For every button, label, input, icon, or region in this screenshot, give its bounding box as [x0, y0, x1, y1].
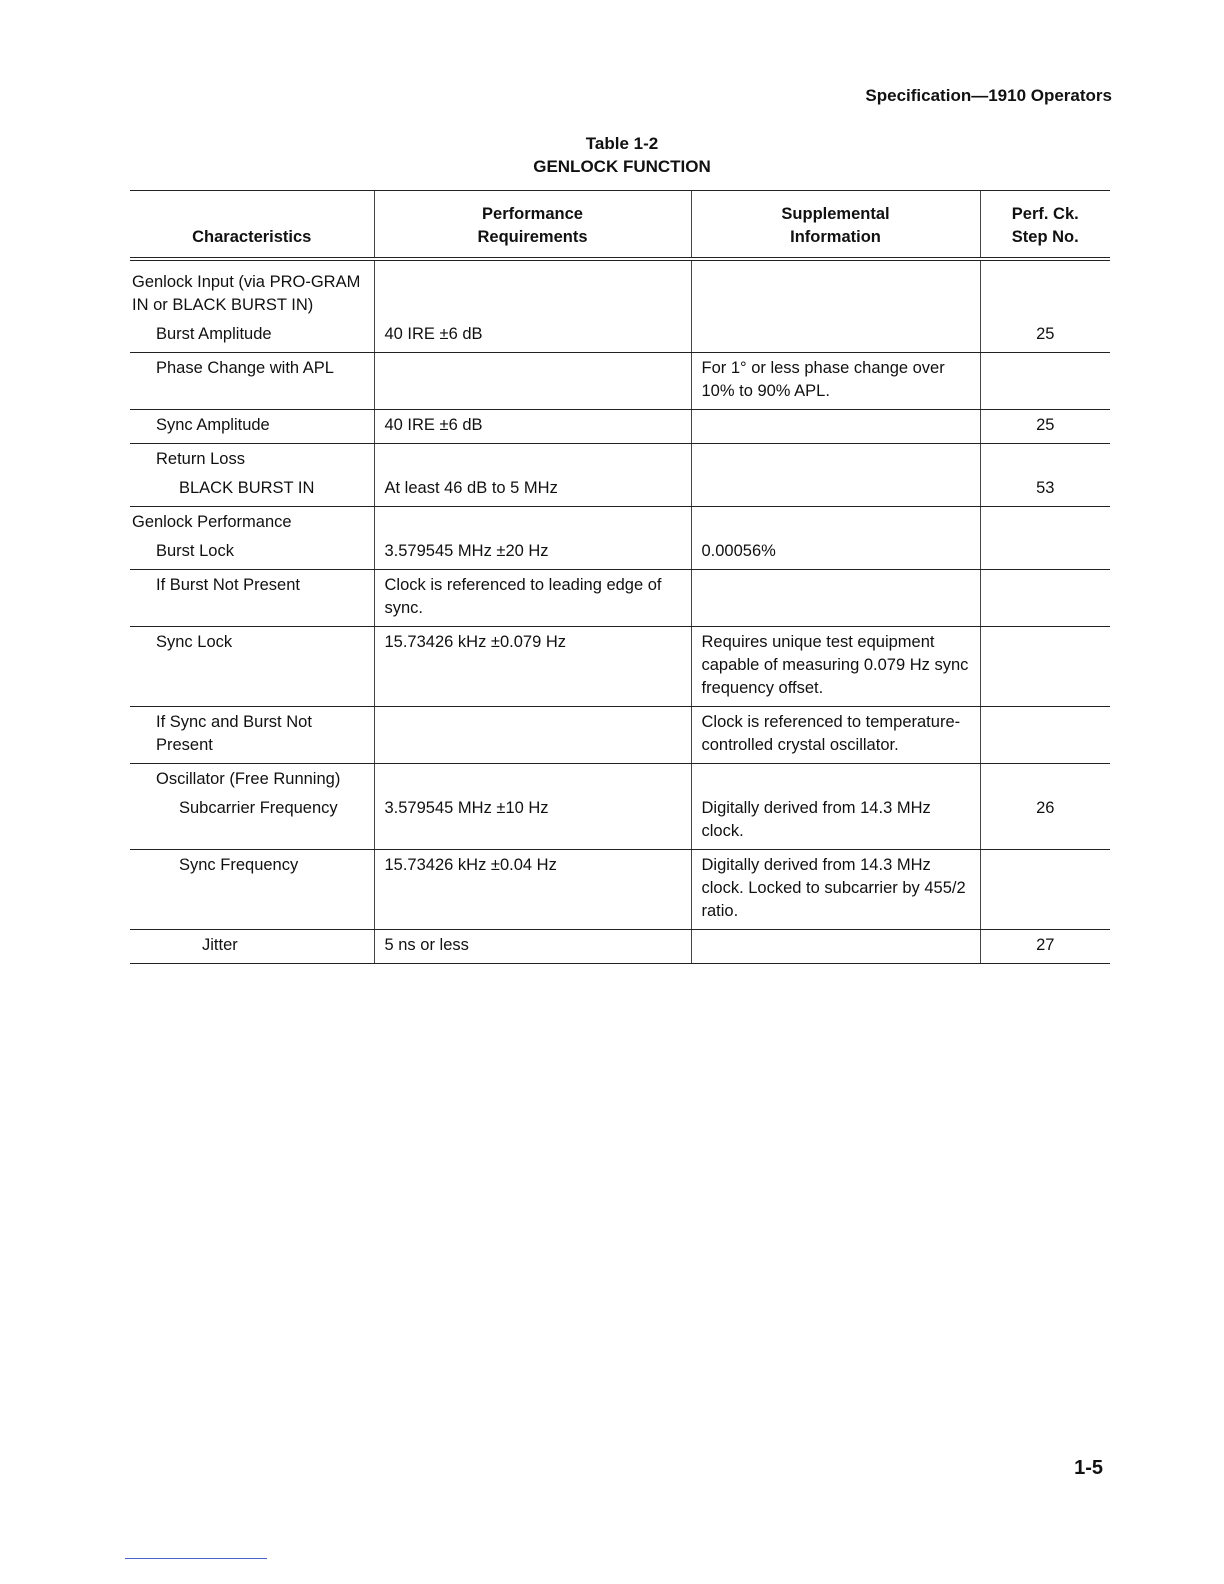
table-row: [130, 850, 1110, 930]
table-row: [130, 259, 1110, 319]
supplemental-cell: [691, 319, 980, 353]
step-cell: 53: [980, 473, 1110, 507]
table-row: [130, 473, 1110, 507]
table-row: [130, 319, 1110, 353]
supplemental-cell: Digitally derived from 14.3 MHz clock.: [691, 793, 980, 850]
characteristic-cell: Burst Amplitude: [130, 319, 374, 353]
characteristic-cell: If Burst Not Present: [130, 570, 374, 627]
characteristic-cell: Phase Change with APL: [130, 353, 374, 410]
supplemental-cell: Clock is referenced to temperature-controlled crystal oscillator.: [691, 707, 980, 764]
performance-cell: Clock is referenced to leading edge of sync.: [374, 570, 691, 627]
characteristic-cell: If Sync and Burst Not Present: [130, 707, 374, 764]
performance-cell: 15.73426 kHz ±0.079 Hz: [374, 627, 691, 707]
characteristic-cell: Genlock Input (via PRO-GRAM IN or BLACK BURST IN): [132, 273, 361, 314]
table-row: [130, 444, 1110, 474]
characteristic-cell: BLACK BURST IN: [130, 473, 374, 507]
supplemental-cell: [691, 507, 980, 537]
table-row: [130, 930, 1110, 964]
header-performance-requirements: Performance Requirements: [374, 191, 691, 260]
supplemental-cell: For 1° or less phase change over 10% to 90% APL.: [691, 353, 980, 410]
table-row: [130, 410, 1110, 444]
performance-cell: At least 46 dB to 5 MHz: [374, 473, 691, 507]
step-cell: [980, 707, 1110, 764]
performance-cell: [374, 259, 691, 319]
supplemental-cell: [691, 764, 980, 794]
table-row: [130, 536, 1110, 570]
performance-cell: 40 IRE ±6 dB: [374, 319, 691, 353]
characteristic-cell: Burst Lock: [130, 536, 374, 570]
step-cell: [980, 570, 1110, 627]
supplemental-cell: [691, 570, 980, 627]
table-row: [130, 764, 1110, 794]
table-row: [130, 570, 1110, 627]
performance-cell: [374, 707, 691, 764]
step-cell: [980, 507, 1110, 537]
step-cell: [980, 764, 1110, 794]
supplemental-cell: Requires unique test equipment capable of measuring 0.079 Hz sync frequency offset.: [691, 627, 980, 707]
characteristic-cell: Sync Lock: [130, 627, 374, 707]
table-row: [130, 707, 1110, 764]
step-cell: [980, 444, 1110, 474]
performance-cell: [374, 764, 691, 794]
characteristic-cell: Sync Amplitude: [130, 410, 374, 444]
step-cell: [980, 850, 1110, 930]
performance-cell: 5 ns or less: [374, 930, 691, 964]
table-caption: [0, 132, 1224, 178]
table-number: Table 1-2: [585, 134, 659, 153]
performance-cell: 40 IRE ±6 dB: [374, 410, 691, 444]
performance-cell: 15.73426 kHz ±0.04 Hz: [374, 850, 691, 930]
supplemental-cell: [691, 410, 980, 444]
step-cell: [980, 259, 1110, 319]
step-cell: 27: [980, 930, 1110, 964]
step-cell: 25: [980, 410, 1110, 444]
supplemental-cell: [691, 473, 980, 507]
characteristic-cell: Subcarrier Frequency: [130, 793, 374, 850]
supplemental-cell: [691, 930, 980, 964]
performance-cell: 3.579545 MHz ±10 Hz: [374, 793, 691, 850]
table-row: [130, 793, 1110, 850]
characteristic-cell: Genlock Performance: [132, 513, 292, 531]
table-title: GENLOCK FUNCTION: [533, 157, 711, 176]
characteristic-cell: Oscillator (Free Running): [156, 770, 341, 788]
characteristic-cell: Return Loss: [156, 450, 245, 468]
step-cell: 26: [980, 793, 1110, 850]
performance-cell: [374, 444, 691, 474]
running-head: Specification—1910 Operators: [865, 86, 1112, 105]
step-cell: [980, 536, 1110, 570]
characteristic-cell: Sync Frequency: [130, 850, 374, 930]
performance-cell: 3.579545 MHz ±20 Hz: [374, 536, 691, 570]
header-supplemental-information: Supplemental Information: [691, 191, 980, 260]
page-number: 1-5: [1074, 1457, 1103, 1479]
performance-cell: [374, 507, 691, 537]
table-header-row: [130, 191, 1110, 260]
genlock-spec-table: [130, 190, 1110, 964]
supplemental-cell: Digitally derived from 14.3 MHz clock. Locked to subcarrier by 455/2 ratio.: [691, 850, 980, 930]
header-perf-check-step: Perf. Ck. Step No.: [980, 191, 1110, 260]
table-row: [130, 627, 1110, 707]
step-cell: 25: [980, 319, 1110, 353]
performance-cell: [374, 353, 691, 410]
table-row: [130, 507, 1110, 537]
supplemental-cell: 0.00056%: [691, 536, 980, 570]
footer-rule: [125, 1558, 267, 1559]
step-cell: [980, 627, 1110, 707]
header-characteristics: Characteristics: [130, 191, 374, 260]
characteristic-cell: Jitter: [130, 930, 374, 964]
step-cell: [980, 353, 1110, 410]
supplemental-cell: [691, 259, 980, 319]
table-row: [130, 353, 1110, 410]
supplemental-cell: [691, 444, 980, 474]
